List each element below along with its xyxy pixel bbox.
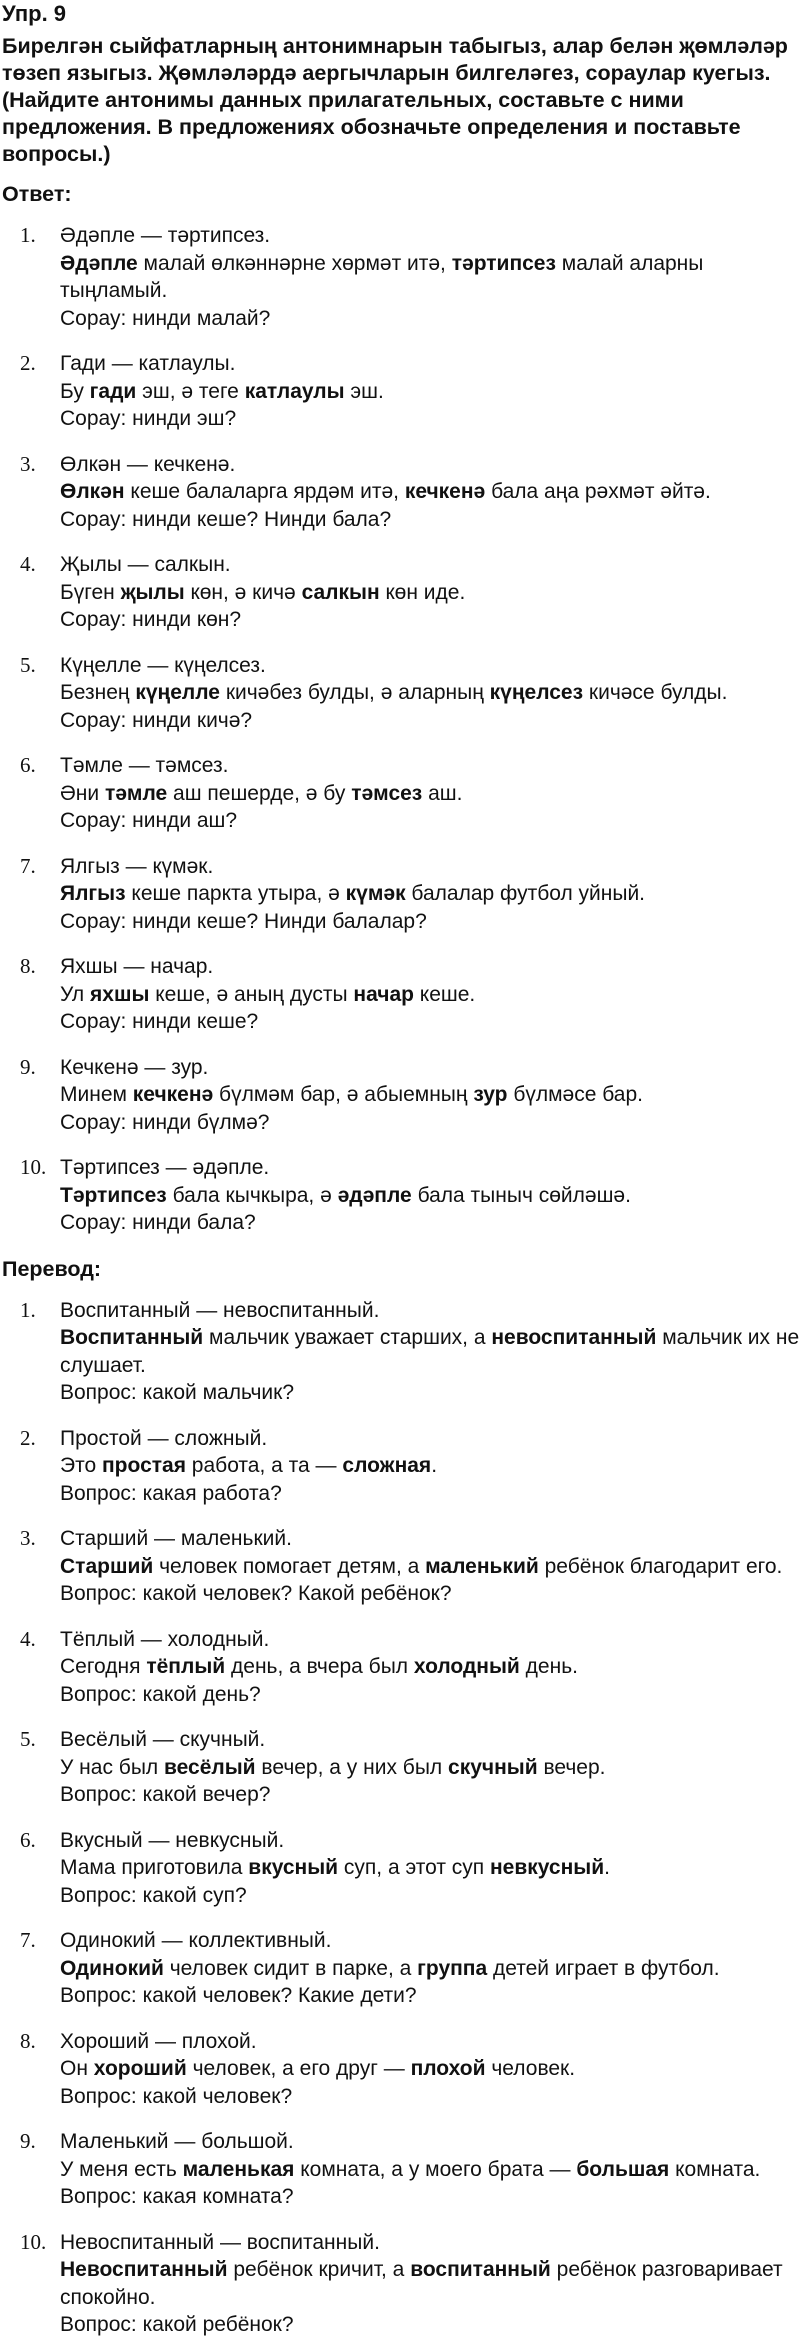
example-sentence xyxy=(60,1553,800,1581)
highlighted-word: кечкенә xyxy=(132,1083,214,1106)
translation-item xyxy=(2,1626,800,1709)
antonym-pair: Өлкән — кечкенә. xyxy=(60,452,236,476)
example-sentence xyxy=(60,981,800,1009)
highlighted-word: вкусный xyxy=(248,1856,339,1879)
highlighted-word: большая xyxy=(576,2157,670,2181)
sentence-fragment: человек. xyxy=(485,2057,576,2080)
highlighted-word: әдәпле xyxy=(337,1183,412,1207)
sentence-fragment: бүлмәм бар, ә абыемның xyxy=(213,1083,474,1106)
highlighted-word: гади xyxy=(89,379,137,403)
sentence-fragment: детей играет в футбол. xyxy=(487,1956,720,1980)
example-sentence xyxy=(60,1324,800,1379)
highlighted-word: яхшы xyxy=(90,982,150,1006)
highlighted-word: Старший xyxy=(60,1554,154,1578)
sentence-fragment: день, а вчера был xyxy=(225,1655,414,1678)
highlighted-word: Өлкән xyxy=(60,480,125,503)
question-line: Вопрос: какой день? xyxy=(60,1682,261,1706)
highlighted-word: весёлый xyxy=(164,1755,256,1779)
antonym-pair: Вкусный — невкусный. xyxy=(60,1828,285,1852)
sentence-fragment: Бүген xyxy=(60,580,121,604)
sentence-fragment: суп, а этот суп xyxy=(338,1856,490,1879)
sentence-fragment: комната, а у моего брата — xyxy=(294,2157,577,2181)
sentence-fragment: Ул xyxy=(60,982,91,1006)
sentence-fragment: вечер. xyxy=(537,1755,606,1779)
item-number: 10. xyxy=(20,2229,47,2254)
item-number: 6. xyxy=(20,1827,36,1852)
antonym-pair: Яхшы — начар. xyxy=(60,955,214,978)
example-sentence xyxy=(60,2156,800,2184)
question-line: Вопрос: какая комната? xyxy=(60,2185,294,2208)
sentence-fragment: эш, ә теге xyxy=(136,379,245,403)
antonym-pair: Весёлый — скучный. xyxy=(60,1728,266,1751)
antonym-pair: Одинокий — коллективный. xyxy=(60,1929,332,1952)
item-number: 6. xyxy=(20,753,36,777)
antonym-pair: Воспитанный — невоспитанный. xyxy=(60,1298,380,1322)
translation-item xyxy=(2,1525,800,1608)
item-number: 3. xyxy=(20,1526,36,1550)
example-sentence xyxy=(60,1653,800,1681)
question-line: Сорау: нинди көн? xyxy=(60,608,242,631)
question-line: Вопрос: какой человек? Какие дети? xyxy=(60,1984,417,2007)
answer-item xyxy=(2,350,800,433)
highlighted-word: күңелле xyxy=(135,681,220,704)
sentence-fragment: бүлмәсе бар. xyxy=(507,1083,643,1106)
sentence-fragment: кичәсе булды. xyxy=(583,681,728,704)
example-sentence xyxy=(60,880,800,908)
highlighted-word: күңелсез xyxy=(489,681,584,704)
question-line: Сорау: нинди бүлмә? xyxy=(60,1110,270,1134)
antonym-pair: Әдәпле — тәртипсез. xyxy=(60,224,271,247)
translation-item xyxy=(2,2128,800,2211)
antonym-pair: Простой — сложный. xyxy=(60,1426,268,1450)
item-number: 4. xyxy=(20,552,36,576)
antonym-pair: Хороший — плохой. xyxy=(60,2029,257,2053)
highlighted-word: плохой xyxy=(410,2057,486,2080)
translation-item xyxy=(2,1726,800,1809)
highlighted-word: сложная xyxy=(342,1454,432,1477)
antonym-pair: Кечкенә — зур. xyxy=(60,1055,209,1079)
answer-item xyxy=(2,222,800,332)
highlighted-word: Невоспитанный xyxy=(60,2258,228,2281)
sentence-fragment: кичәбез булды, ә аларның xyxy=(219,681,490,704)
question-line: Сорау: нинди кеше? xyxy=(60,1010,259,1033)
sentence-fragment: кеше, ә аның дусты xyxy=(149,982,354,1006)
sentence-fragment: ребёнок разговаривает спокойно. xyxy=(60,2258,783,2309)
sentence-fragment: мальчик их не слушает. xyxy=(60,1326,800,1377)
translation-item xyxy=(2,1927,800,2010)
highlighted-word: Ялгыз xyxy=(60,882,126,905)
translation-item xyxy=(2,1425,800,1508)
highlighted-word: зур xyxy=(473,1083,508,1106)
antonym-pair: Тәмле — тәмсез. xyxy=(60,754,229,777)
highlighted-word: простая xyxy=(102,1454,186,1477)
antonym-pair: Тәртипсез — әдәпле. xyxy=(60,1156,270,1179)
antonym-pair: Ялгыз — күмәк. xyxy=(60,854,214,878)
question-line: Вопрос: какой человек? xyxy=(60,2084,293,2108)
antonym-pair: Тёплый — холодный. xyxy=(60,1627,270,1651)
translation-item xyxy=(2,2028,800,2111)
answer-item xyxy=(2,853,800,936)
sentence-fragment: малай аларны тыңламый. xyxy=(60,251,704,302)
highlighted-word: тәмле xyxy=(104,781,168,805)
sentence-fragment: Әни xyxy=(60,781,105,805)
question-line: Сорау: нинди эш? xyxy=(60,407,237,430)
answer-list xyxy=(2,222,800,1237)
sentence-fragment: кеше. xyxy=(413,982,476,1006)
sentence-fragment: Бу xyxy=(60,379,90,403)
sentence-fragment: У меня есть xyxy=(60,2157,183,2181)
sentence-fragment: эш. xyxy=(344,379,384,403)
question-line: Сорау: нинди кичә? xyxy=(60,708,253,732)
sentence-fragment: мальчик уважает старших, а xyxy=(203,1326,492,1349)
highlighted-word: катлаулы xyxy=(244,379,345,403)
sentence-fragment: көн, ә кичә xyxy=(184,580,302,604)
question-line: Вопрос: какая работа? xyxy=(60,1481,282,1505)
item-number: 8. xyxy=(20,954,36,978)
answer-item xyxy=(2,652,800,735)
item-number: 9. xyxy=(20,1054,36,1079)
example-sentence xyxy=(60,1182,800,1210)
sentence-fragment: кеше балаларга ярдәм итә, xyxy=(124,480,405,503)
example-sentence xyxy=(60,579,800,607)
item-number: 10. xyxy=(20,1155,47,1179)
example-sentence xyxy=(60,378,800,406)
item-number: 7. xyxy=(20,1928,36,1952)
question-line: Сорау: нинди малай? xyxy=(60,306,271,330)
question-line: Вопрос: какой человек? Какой ребёнок? xyxy=(60,1582,452,1605)
sentence-fragment: малай өлкәннәрне хөрмәт итә, xyxy=(137,251,452,275)
example-sentence xyxy=(60,1081,800,1109)
sentence-fragment: бала аңа рәхмәт әйтә. xyxy=(485,480,711,503)
sentence-fragment: Он xyxy=(60,2057,94,2080)
sentence-fragment: человек сидит в парке, а xyxy=(163,1956,418,1980)
example-sentence xyxy=(60,250,800,305)
sentence-fragment: Сегодня xyxy=(60,1655,147,1678)
question-line: Вопрос: какой вечер? xyxy=(60,1783,271,1806)
highlighted-word: группа xyxy=(417,1956,488,1980)
sentence-fragment: комната. xyxy=(669,2157,761,2181)
highlighted-word: күмәк xyxy=(345,882,406,905)
item-number: 9. xyxy=(20,2129,36,2153)
highlighted-word: Воспитанный xyxy=(60,1326,204,1349)
question-line: Сорау: нинди кеше? Нинди бала? xyxy=(60,507,392,531)
answer-item xyxy=(2,752,800,835)
item-number: 3. xyxy=(20,451,36,476)
item-number: 5. xyxy=(20,1727,36,1751)
sentence-fragment: көн иде. xyxy=(379,580,466,604)
item-number: 7. xyxy=(20,853,36,878)
highlighted-word: невкусный xyxy=(489,1856,605,1879)
task-text: Бирелгән сыйфатларның антонимнарын табыгыз, алар белән җөмләләр төзеп языгыз. Җөмләләрдә аергычларын билгеләгез, сораулар куегыз. (Найдите антонимы данных прилагательных, составьте с ними предложения. В предложениях обозначьте определения и поставьте вопросы.) xyxy=(2,34,788,166)
translation-item xyxy=(2,1297,800,1407)
sentence-fragment: бала кычкыра, ә xyxy=(166,1183,338,1207)
item-number: 2. xyxy=(20,351,36,375)
sentence-fragment: аш пешерде, ә бу xyxy=(167,781,352,805)
sentence-fragment: У нас был xyxy=(60,1755,164,1779)
highlighted-word: воспитанный xyxy=(410,2258,551,2281)
question-line: Сорау: нинди аш? xyxy=(60,809,238,832)
example-sentence xyxy=(60,1955,800,1983)
highlighted-word: салкын xyxy=(301,580,380,604)
sentence-fragment: Мама приготовила xyxy=(60,1856,249,1879)
question-line: Сорау: нинди бала? xyxy=(60,1211,256,1234)
example-sentence xyxy=(60,2055,800,2083)
sentence-fragment: человек, а его друг — xyxy=(186,2057,411,2080)
translation-label: Перевод: xyxy=(2,1256,102,1281)
translation-list xyxy=(2,1297,800,2339)
highlighted-word: Тәртипсез xyxy=(60,1183,167,1207)
sentence-fragment: кеше паркта утыра, ә xyxy=(125,882,346,905)
sentence-fragment: бала тыныч сөйләшә. xyxy=(411,1183,631,1207)
answer-label: Ответ: xyxy=(2,182,72,206)
highlighted-word: маленькая xyxy=(182,2157,295,2181)
translation-item xyxy=(2,1827,800,1910)
sentence-fragment: Безнең xyxy=(60,681,136,704)
example-sentence xyxy=(60,780,800,808)
question-line: Сорау: нинди кеше? Нинди балалар? xyxy=(60,909,427,933)
answer-item xyxy=(2,451,800,534)
item-number: 2. xyxy=(20,1425,36,1450)
example-sentence xyxy=(60,1754,800,1782)
sentence-fragment: человек помогает детям, а xyxy=(153,1554,426,1578)
sentence-fragment: . xyxy=(604,1856,610,1879)
sentence-fragment: . xyxy=(431,1454,438,1477)
sentence-fragment: работа, а та — xyxy=(185,1454,343,1477)
item-number: 1. xyxy=(20,223,36,247)
answer-item xyxy=(2,551,800,634)
highlighted-word: Одинокий xyxy=(60,1956,164,1980)
sentence-fragment: балалар футбол уйный. xyxy=(405,882,646,905)
question-line: Вопрос: какой мальчик? xyxy=(60,1381,295,1404)
example-sentence xyxy=(60,1452,800,1480)
highlighted-word: невоспитанный xyxy=(491,1326,657,1349)
highlighted-word: Әдәпле xyxy=(60,251,138,275)
antonym-pair: Невоспитанный — воспитанный. xyxy=(60,2230,380,2254)
sentence-fragment: ребёнок благодарит его. xyxy=(538,1554,783,1578)
highlighted-word: җылы xyxy=(120,580,185,604)
sentence-fragment: Это xyxy=(60,1454,102,1477)
antonym-pair: Старший — маленький. xyxy=(60,1527,292,1550)
question-line: Вопрос: какой суп? xyxy=(60,1883,247,1907)
antonym-pair: Җылы — салкын. xyxy=(60,553,231,576)
example-sentence xyxy=(60,478,800,506)
highlighted-word: тәртипсез xyxy=(451,251,556,275)
answer-item xyxy=(2,1154,800,1237)
highlighted-word: маленький xyxy=(425,1554,539,1578)
sentence-fragment: Минем xyxy=(60,1083,133,1106)
item-number: 4. xyxy=(20,1626,36,1651)
example-sentence xyxy=(60,2256,800,2311)
sentence-fragment: день. xyxy=(519,1655,578,1678)
sentence-fragment: вечер, а у них был xyxy=(255,1755,449,1779)
sentence-fragment: ребёнок кричит, а xyxy=(227,2258,411,2281)
question-line: Вопрос: какой ребёнок? xyxy=(60,2313,294,2336)
translation-item xyxy=(2,2229,800,2339)
antonym-pair: Күңелле — күңелсез. xyxy=(60,653,266,677)
highlighted-word: скучный xyxy=(448,1755,538,1779)
highlighted-word: тёплый xyxy=(146,1655,226,1678)
example-sentence xyxy=(60,679,800,707)
highlighted-word: хороший xyxy=(93,2057,187,2080)
example-sentence xyxy=(60,1854,800,1882)
highlighted-word: холодный xyxy=(413,1655,520,1678)
answer-item xyxy=(2,953,800,1036)
antonym-pair: Гади — катлаулы. xyxy=(60,352,236,375)
highlighted-word: начар xyxy=(353,982,414,1006)
sentence-fragment: аш. xyxy=(422,781,463,805)
highlighted-word: тәмсез xyxy=(351,781,423,805)
item-number: 1. xyxy=(20,1297,36,1322)
item-number: 5. xyxy=(20,652,36,677)
antonym-pair: Маленький — большой. xyxy=(60,2130,294,2153)
exercise-title: Упр. 9 xyxy=(2,1,67,26)
item-number: 8. xyxy=(20,2028,36,2053)
answer-item xyxy=(2,1054,800,1137)
highlighted-word: кечкенә xyxy=(404,480,486,503)
